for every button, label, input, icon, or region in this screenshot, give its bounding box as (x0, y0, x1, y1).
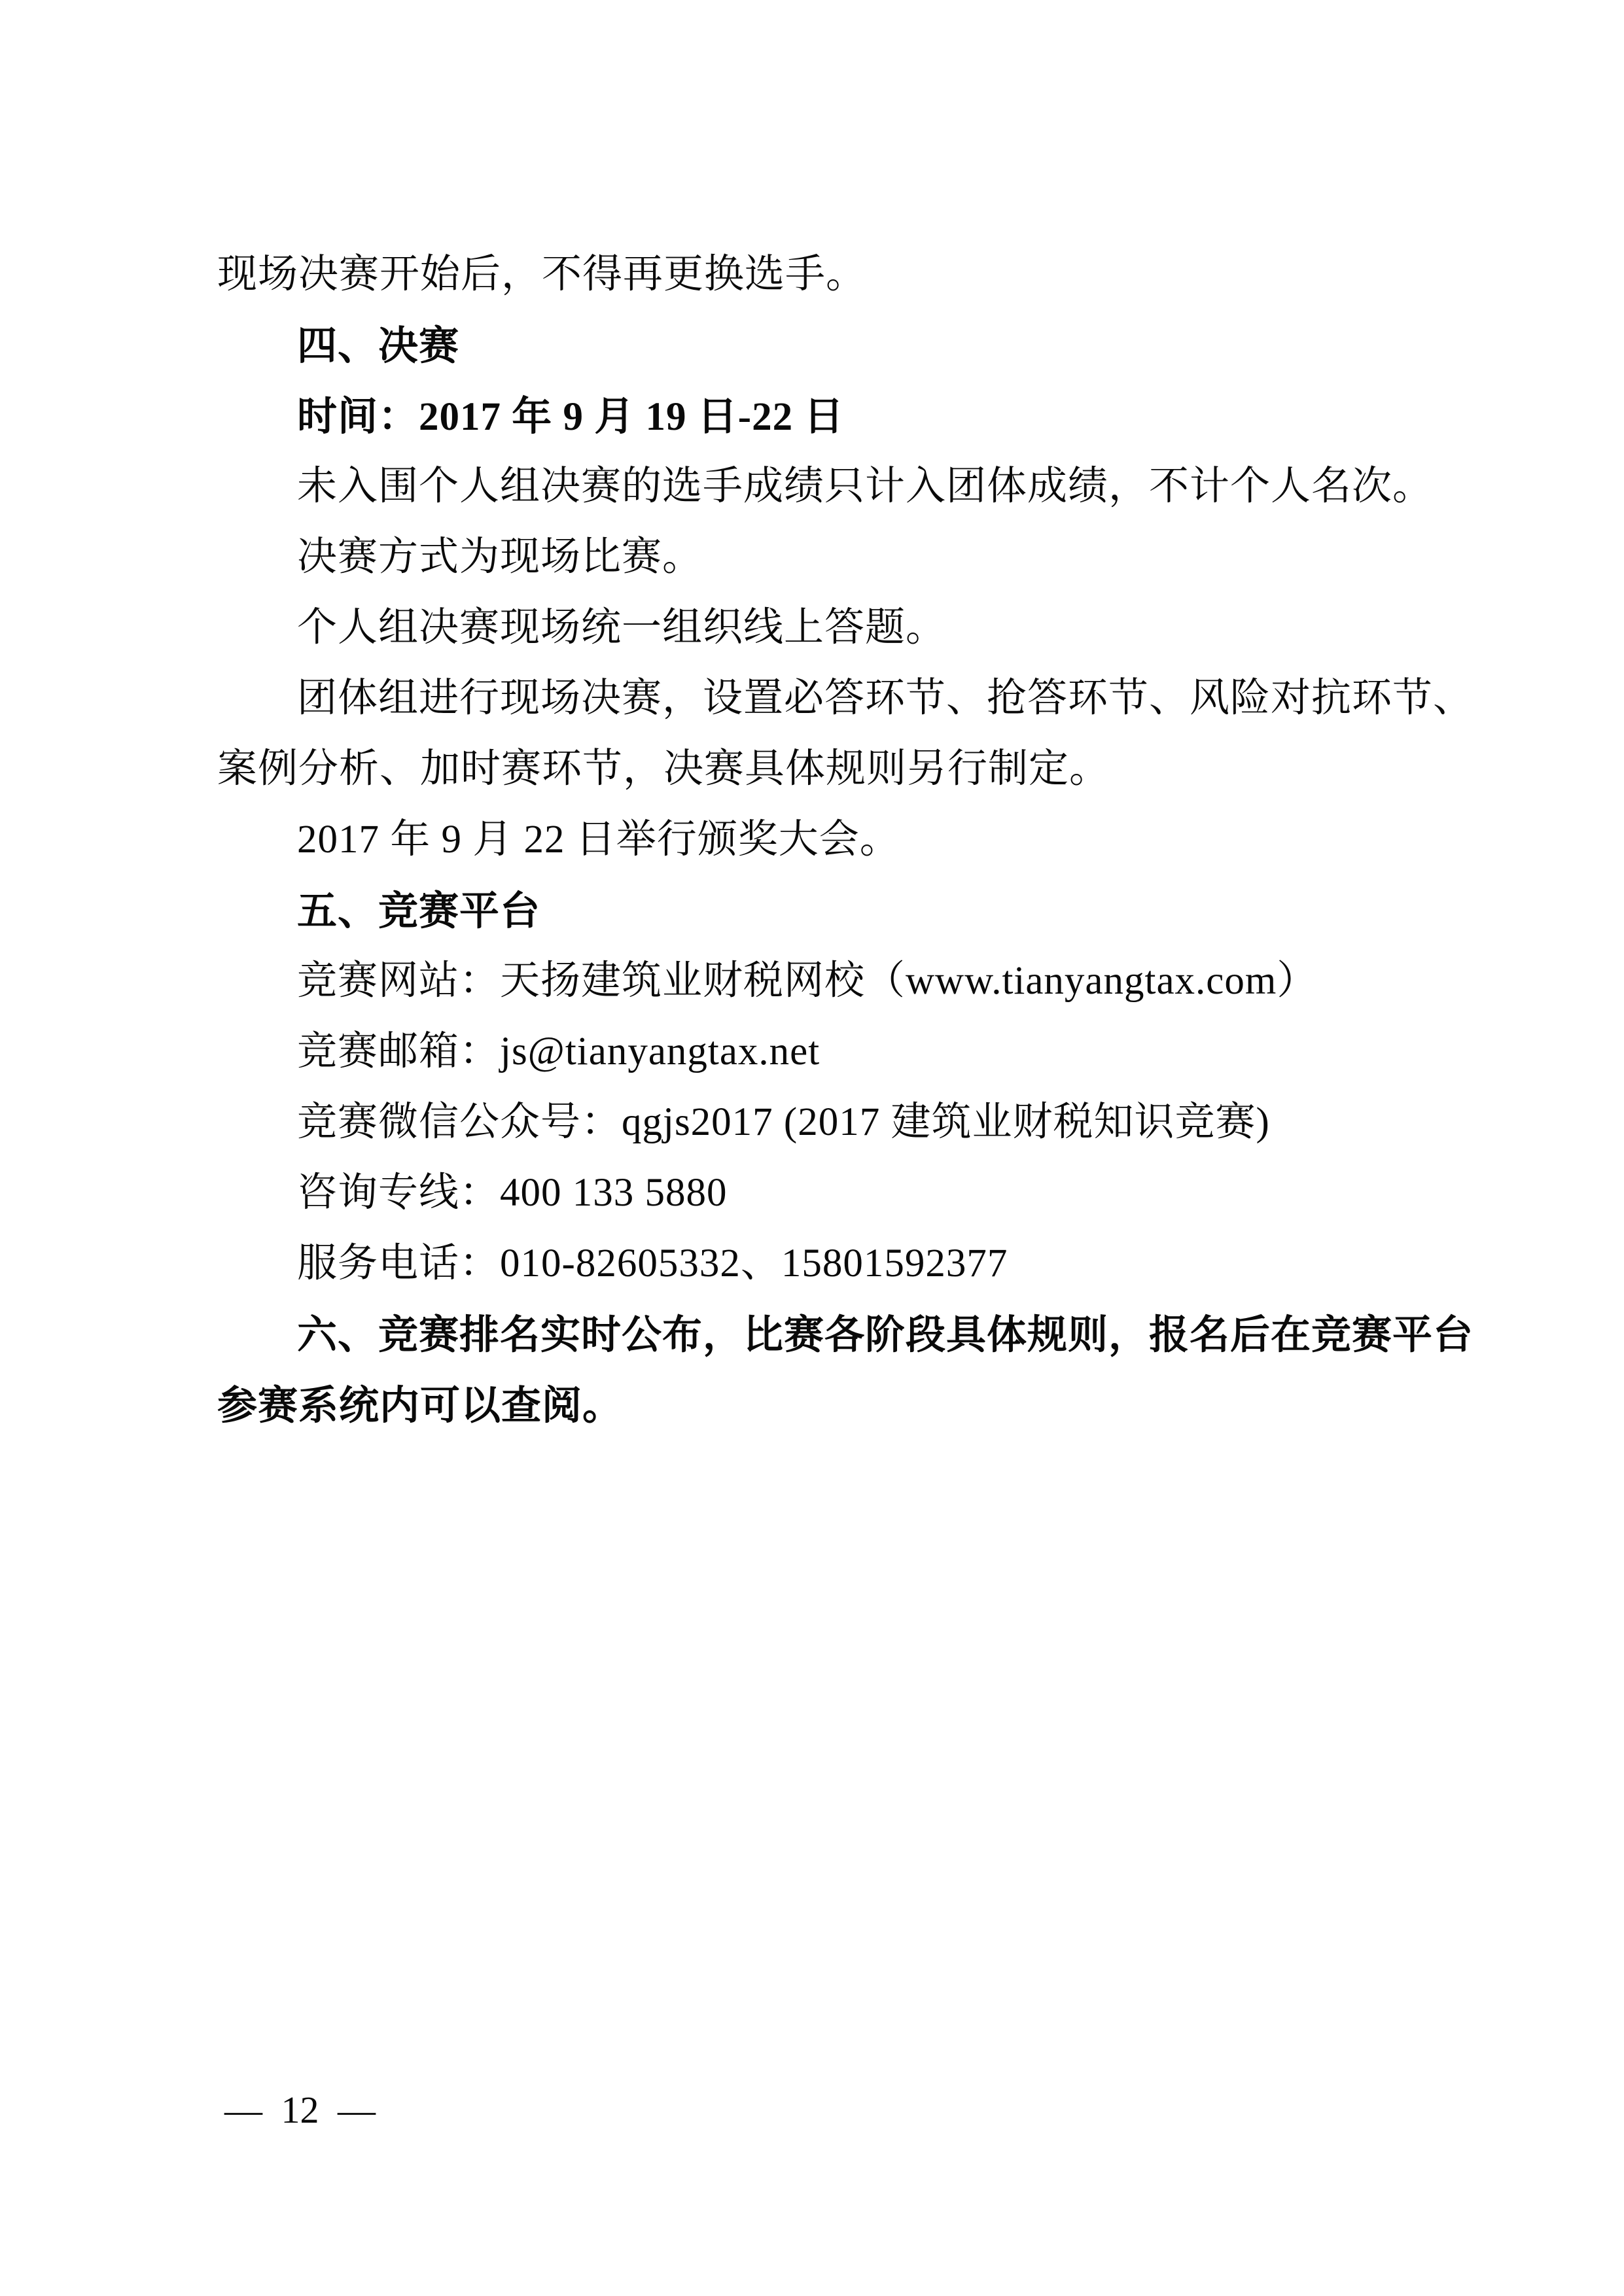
line-wechat-account: 竞赛微信公众号：qgjs2017 (2017 建筑业财税知识竞赛) (297, 1100, 1270, 1144)
heading-section-5-platform: 五、竞赛平台 (297, 888, 541, 933)
heading-section-4-final: 四、决赛 (297, 323, 460, 368)
line-section-6-ranking-2: 参赛系统内可以查阅。 (217, 1383, 624, 1427)
final-time-label: 时间： (297, 394, 419, 438)
page-number-footer: — 12 — (224, 2089, 376, 2131)
line-individual-online: 个人组决赛现场统一组织线上答题。 (297, 606, 947, 650)
line-final-format: 决赛方式为现场比赛。 (297, 535, 703, 579)
line-final-time (217, 381, 1415, 451)
line-section-6-ranking-1: 六、竞赛排名实时公布，比赛各阶段具体规则，报名后在竞赛平台 (297, 1312, 1474, 1357)
line-team-final-2: 案例分析、加时赛环节，决赛具体规则另行制定。 (217, 747, 1110, 791)
line-competition-website: 竞赛网站：天扬建筑业财税网校（www.tianyangtax.com） (297, 959, 1318, 1003)
line-award-ceremony: 2017 年 9 月 22 日举行颁奖大会。 (297, 818, 900, 861)
line-individual-scores: 未入围个人组决赛的选手成绩只计入团体成绩，不计个人名次。 (297, 464, 1434, 508)
line-consult-hotline: 咨询专线：400 133 5880 (297, 1171, 728, 1215)
document-body (217, 239, 1474, 1440)
line-change-players: 现场决赛开始后，不得再更换选手。 (217, 252, 867, 296)
line-team-final-1: 团体组进行现场决赛，设置必答环节、抢答环节、风险对抗环节、 (297, 676, 1474, 720)
line-competition-email: 竞赛邮箱：js@tianyangtax.net (297, 1030, 821, 1073)
line-service-phone: 服务电话：010-82605332、15801592377 (297, 1242, 1008, 1285)
final-time-value: 2017 年 9 月 19 日-22 日 (419, 395, 845, 439)
